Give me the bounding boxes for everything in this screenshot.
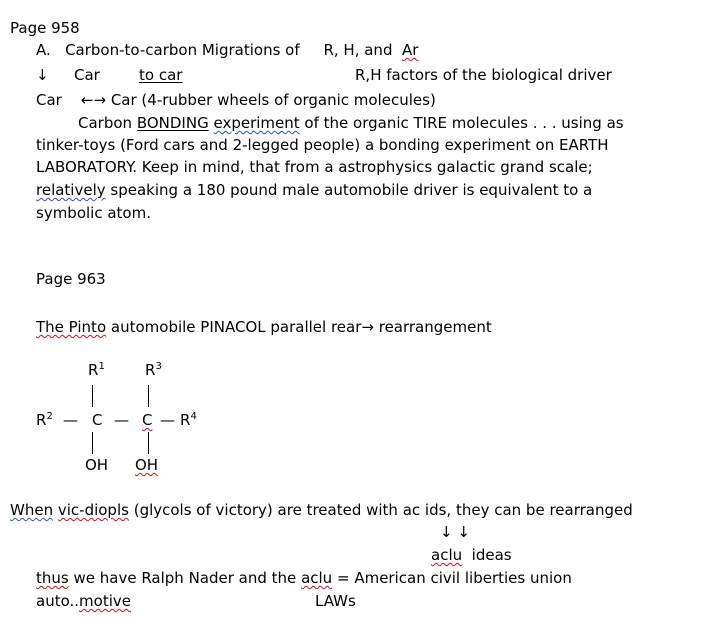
- paragraph-line-7-rest: speaking a 180 pound male automobile driver is equivalent to a: [110, 181, 593, 199]
- page-label-958: Page 958: [10, 19, 80, 37]
- heading-line: [36, 43, 418, 58]
- car-label-2: Car: [36, 91, 62, 109]
- r1-label: [88, 363, 105, 378]
- bonding-word: BONDING: [136, 114, 209, 132]
- r3-label: [145, 363, 162, 378]
- when-rest: (glycols of victory) are treated with ac ids, they can be rearranged: [133, 501, 633, 519]
- r1-letter: R: [88, 361, 99, 379]
- heading-items: R, H, and: [323, 41, 393, 59]
- r4-sup: 4: [190, 411, 197, 422]
- bond-dash-1: —: [63, 411, 78, 429]
- r4-label: [180, 413, 197, 428]
- carbon-1: C: [92, 411, 103, 429]
- oh-1: OH: [85, 456, 109, 474]
- bond-r1-c1: [92, 385, 93, 407]
- r3-sup: 3: [155, 361, 162, 372]
- car-line-rest: ←→ Car (4-rubber wheels of organic molecules): [80, 91, 436, 109]
- r2-sup: 2: [46, 411, 53, 422]
- paragraph-line-5: tinker-toys (Ford cars and 2-legged people) a bonding experiment on EARTH: [36, 136, 609, 154]
- aclu-word-2: aclu: [301, 569, 333, 587]
- pinto-rest: automobile PINACOL parallel rear→ rearrangement: [110, 318, 492, 336]
- bond-dash-3: —: [160, 411, 175, 429]
- r3-letter: R: [145, 361, 156, 379]
- down-arrows: ↓ ↓: [440, 523, 470, 541]
- oh-2: OH: [135, 456, 159, 474]
- bond-dash-2: —: [114, 411, 129, 429]
- bonding-pre: Carbon: [78, 114, 133, 132]
- bond-c1-oh: [92, 432, 93, 454]
- bonding-experiment: experiment: [213, 114, 300, 132]
- when-word: When: [10, 501, 54, 519]
- when-line: [10, 503, 633, 518]
- r2-label: [36, 413, 53, 428]
- r4-letter: R: [180, 411, 191, 429]
- thus-mid: we have Ralph Nader and the: [73, 569, 297, 587]
- ideas-word: ideas: [471, 546, 512, 564]
- bond-c2-oh: [148, 432, 149, 454]
- paragraph-line-8: symbolic atom.: [36, 204, 151, 222]
- arrow-down-1: ↓: [36, 66, 49, 84]
- bonding-line: [78, 116, 624, 131]
- thus-rest: = American civil liberties union: [336, 569, 572, 587]
- to-car-label: to car: [139, 66, 183, 84]
- heading-ar: Ar: [402, 41, 419, 59]
- car-label: Car: [74, 66, 100, 84]
- paragraph-line-7: [36, 183, 592, 198]
- page-label-963: Page 963: [36, 270, 106, 288]
- carbon-2: C: [142, 411, 153, 429]
- thus-line: [36, 571, 572, 586]
- aclu-word: aclu: [431, 546, 463, 564]
- heading-letter: A.: [36, 41, 51, 59]
- rh-factors: R,H factors of the biological driver: [355, 66, 612, 84]
- heading-text: Carbon-to-carbon Migrations of: [65, 41, 300, 59]
- relatively-word: relatively: [36, 181, 106, 199]
- r2-letter: R: [36, 411, 47, 429]
- r1-sup: 1: [98, 361, 105, 372]
- paragraph-line-6: LABORATORY. Keep in mind, that from a astrophysics galactic grand scale;: [36, 158, 593, 176]
- auto-word: auto..: [36, 592, 80, 610]
- bond-r3-c2: [148, 385, 149, 407]
- vic-diopls: vic-diopls: [57, 501, 129, 519]
- the-pinto: The Pinto: [36, 318, 107, 336]
- auto-motive-line: [36, 594, 131, 609]
- aclu-ideas-line: [431, 548, 512, 563]
- car-line: [36, 93, 436, 108]
- motive-word: motive: [79, 592, 131, 610]
- bonding-rest: of the organic TIRE molecules . . . using as: [304, 114, 624, 132]
- laws-word: LAWs: [315, 592, 356, 610]
- thus-word: thus: [36, 569, 69, 587]
- pinto-line: [36, 320, 492, 335]
